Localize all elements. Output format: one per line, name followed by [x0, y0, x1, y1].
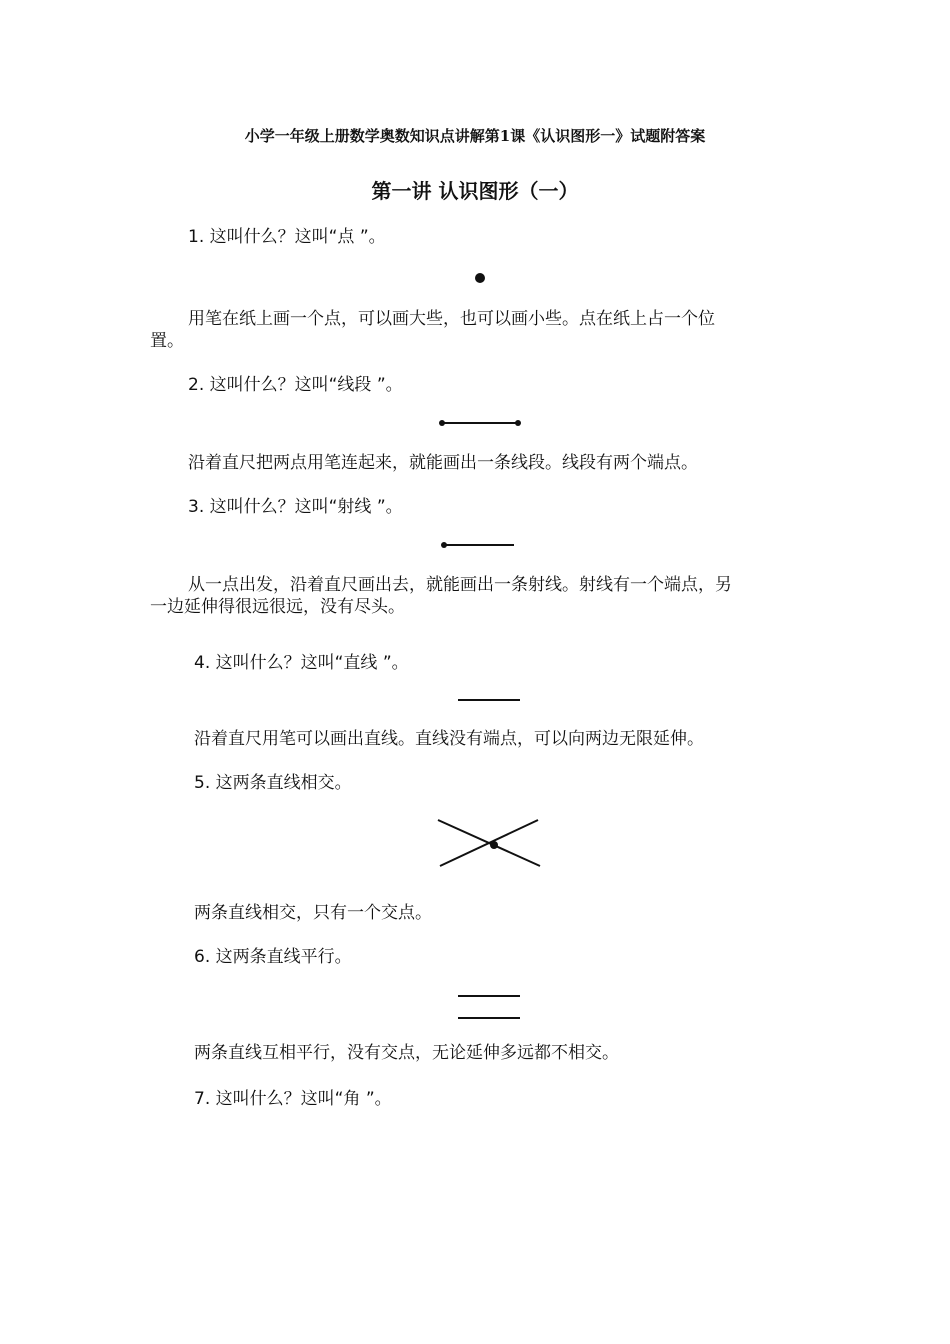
- explanation-2-line-1: 沿着直尺把两点用笔连起来，就能画出一条线段。线段有两个端点。: [188, 453, 698, 473]
- question-2: 2. 这叫什么？这叫“线段 ”。: [188, 375, 403, 395]
- line-segment-figure: [436, 416, 524, 430]
- ray-endpoint: [441, 542, 447, 548]
- explanation-4-line-1: 沿着直尺用笔可以画出直线。直线没有端点，可以向两边无限延伸。: [194, 729, 704, 749]
- explanation-3: [150, 574, 732, 618]
- explanation-1-line-2: 置。: [150, 331, 184, 351]
- question-3: 3. 这叫什么？这叫“射线 ”。: [188, 497, 403, 517]
- lecture-title: 第一讲 认识图形（一）: [371, 179, 579, 203]
- straight-line-figure: [456, 694, 522, 706]
- explanation-5: [194, 902, 432, 924]
- question-7: 7. 这叫什么？这叫“角 ”。: [194, 1089, 392, 1109]
- explanation-1-line-1: 用笔在纸上画一个点，可以画大些，也可以画小些。点在纸上占一个位: [188, 309, 715, 329]
- question-5: 5. 这两条直线相交。: [194, 773, 352, 793]
- point-dot: [475, 273, 485, 283]
- ray-figure: [438, 538, 518, 552]
- segment-endpoint-right: [515, 420, 521, 426]
- parallel-lines-figure: [456, 990, 522, 1024]
- explanation-5-line-1: 两条直线相交，只有一个交点。: [194, 903, 432, 923]
- explanation-3-line-2: 一边延伸得很远很远，没有尽头。: [150, 597, 405, 617]
- document-title: 小学一年级上册数学奥数知识点讲解第1课《认识图形一》试题附答案: [244, 127, 706, 145]
- point-figure: [470, 268, 490, 288]
- explanation-6: [194, 1042, 619, 1064]
- explanation-1: [150, 308, 715, 352]
- explanation-2: [188, 452, 698, 474]
- explanation-4: [194, 728, 704, 750]
- question-6: 6. 这两条直线平行。: [194, 947, 352, 967]
- explanation-3-line-1: 从一点出发，沿着直尺画出去，就能画出一条射线。射线有一个端点，另: [188, 575, 732, 595]
- intersecting-lines-figure: [432, 814, 544, 872]
- intersection-point: [490, 841, 498, 849]
- question-1: 1. 这叫什么？这叫“点 ”。: [188, 227, 386, 247]
- question-4: 4. 这叫什么？这叫“直线 ”。: [194, 653, 409, 673]
- explanation-6-line-1: 两条直线互相平行，没有交点，无论延伸多远都不相交。: [194, 1043, 619, 1063]
- segment-endpoint-left: [439, 420, 445, 426]
